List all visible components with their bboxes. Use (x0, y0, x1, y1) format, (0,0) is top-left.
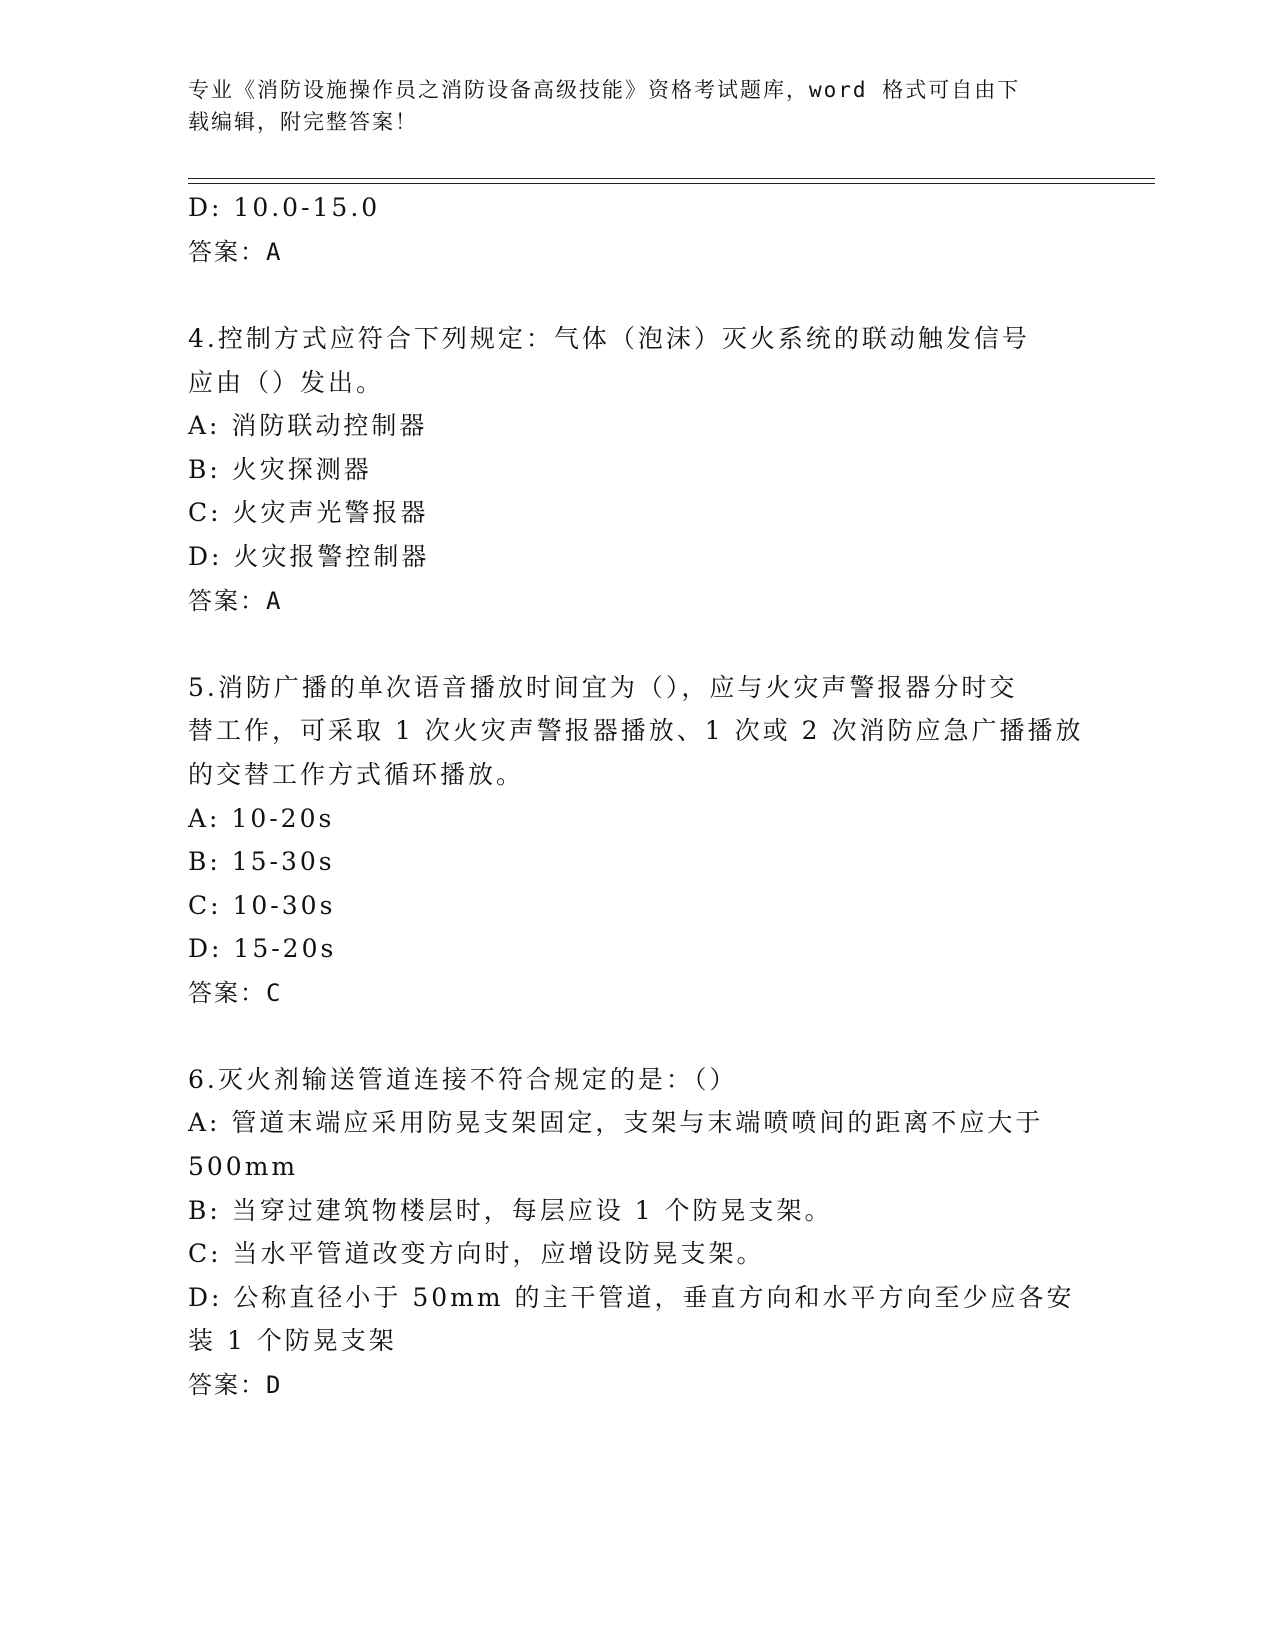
q3-option-d: D: 10.0-15.0 (188, 193, 381, 222)
q6-stem-line-1: 6.灭火剂输送管道连接不符合规定的是：（） (188, 1065, 738, 1094)
q4-stem-line-2: 应由（）发出。 (188, 368, 385, 397)
q6-option-a-line-2: 500mm (188, 1152, 299, 1181)
document-header (188, 74, 1068, 138)
q5-answer: 答案：C (188, 979, 283, 1007)
q6-answer: 答案：D (188, 1371, 283, 1399)
q4-option-a: A: 消防联动控制器 (188, 411, 428, 440)
q4-answer: 答案：A (188, 587, 283, 615)
q6-option-d-line-1: D: 公称直径小于 50mm 的主干管道，垂直方向和水平方向至少应各安 (188, 1283, 1075, 1312)
q3-answer: 答案：A (188, 238, 283, 266)
q4-stem-line-1: 4.控制方式应符合下列规定：气体（泡沫）灭火系统的联动触发信号 (188, 324, 1030, 353)
q5-stem-line-2: 替工作，可采取 1 次火灾声警报器播放、1 次或 2 次消防应急广播播放 (188, 716, 1084, 745)
q6-option-b: B: 当穿过建筑物楼层时，每层应设 1 个防晃支架。 (188, 1196, 833, 1225)
q5-option-a: A: 10-20s (188, 804, 335, 833)
header-line-2: 载编辑，附完整答案！ (188, 110, 418, 134)
q5-option-b: B: 15-30s (188, 847, 335, 876)
q4-option-b: B: 火灾探测器 (188, 455, 372, 484)
header-line-1: 专业《消防设施操作员之消防设备高级技能》资格考试题库，word 格式可自由下 (188, 78, 1021, 102)
q5-stem-line-1: 5.消防广播的单次语音播放时间宜为（），应与火灾声警报器分时交 (188, 673, 1018, 702)
q5-option-d: D: 15-20s (188, 934, 337, 963)
q6-option-a-line-1: A: 管道末端应采用防晃支架固定，支架与末端喷喷间的距离不应大于 (188, 1108, 1044, 1137)
q5-stem-line-3: 的交替工作方式循环播放。 (188, 760, 525, 789)
q4-option-c: C: 火灾声光警报器 (188, 498, 429, 527)
q5-option-c: C: 10-30s (188, 891, 336, 920)
q6-option-c: C: 当水平管道改变方向时，应增设防晃支架。 (188, 1239, 765, 1268)
q6-option-d-line-2: 装 1 个防晃支架 (188, 1326, 397, 1355)
q4-option-d: D: 火灾报警控制器 (188, 542, 430, 571)
header-divider-bottom (188, 183, 1155, 184)
header-divider-top (188, 178, 1155, 179)
